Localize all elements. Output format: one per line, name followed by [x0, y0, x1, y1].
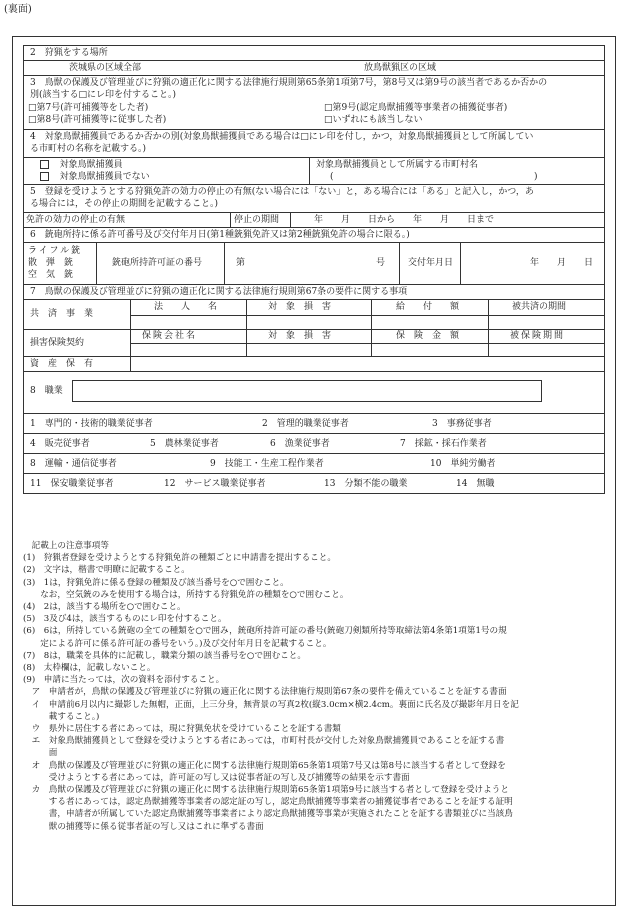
note-line: なお，空気銃のみを使用する場合は，所持する狩猟免許の種類を○で囲むこと。: [23, 589, 349, 600]
s6-permit-row: [24, 243, 604, 285]
note-line: エ 対象鳥獣捕獲員として登録を受けようとする者にあっては，市町村長が交付した対象鳥獣捕獲員であることを証する書: [23, 736, 505, 747]
s3-opt1[interactable]: □第7号(許可捕獲等をした者): [28, 103, 149, 113]
permit-number-label: 銃砲所持許可証の番号: [112, 258, 203, 268]
s2-right-place: 放鳥獣猟区の区域: [364, 63, 437, 73]
job-class-13[interactable]: 13 分類不能の職業: [324, 479, 408, 489]
job-class-row-4: [24, 474, 604, 494]
s5-suspension-row: [24, 213, 604, 228]
s4-title-row: [24, 130, 604, 158]
job-class-row-3: [24, 454, 604, 474]
s3-opt2[interactable]: □第9号(認定鳥獣捕獲等事業者の捕獲従事者): [324, 103, 508, 113]
form-table: [23, 45, 605, 494]
mutual-aid-damage: 対 象 損 害: [268, 302, 332, 312]
insurance-damage: 対 象 損 害: [268, 331, 332, 341]
s3-title-l1: 3 鳥獣の保護及び管理並びに狩猟の適正化に関する法律施行規則第65条第1項第7号，第8号又は第9号の該当者であるか否かの: [30, 78, 548, 88]
insurance-company: 保険会社名: [142, 331, 198, 341]
s7-insurance-row: [24, 330, 604, 357]
issue-date-label: 交付年月日: [408, 258, 454, 268]
note-line: する者にあっては，認定鳥獣捕獲等事業者の認定証の写し，認定鳥獣捕獲等事業者の捕獲従事者であることを証する証明: [23, 797, 513, 808]
job-class-7[interactable]: 7 採鉱・採石作業者: [400, 439, 487, 449]
s4-paren-open: (: [330, 172, 334, 182]
job-class-11[interactable]: 11 保安職業従事者: [30, 479, 114, 489]
job-class-2[interactable]: 2 管理的職業従事者: [262, 419, 349, 429]
job-class-3[interactable]: 3 事務従事者: [432, 419, 492, 429]
s8-title: 8 職業: [30, 386, 63, 396]
s5-title-l2: る場合には，その停止の期間を記載すること。): [30, 199, 219, 209]
note-line: (9) 申請に当たっては，次の資料を添付すること。: [23, 675, 225, 686]
note-line: (4) 2は，該当する場所を○で囲むこと。: [23, 602, 186, 613]
mutual-aid-benefit: 給 付 額: [396, 302, 460, 312]
s2-title-row: [24, 46, 604, 61]
note-line: 獣の捕獲等に係る従事者証の写し又はこれに準ずる書面: [23, 821, 264, 832]
s4-opt1[interactable]: 対象鳥獣捕獲員: [40, 160, 123, 171]
s6-title-row: [24, 228, 604, 243]
job-class-8[interactable]: 8 運輸・通信従事者: [30, 459, 117, 469]
s8-job-row: [24, 372, 604, 414]
job-input[interactable]: [72, 380, 542, 402]
s4-city-label: 対象鳥獣捕獲員として所属する市町村名: [316, 160, 479, 170]
note-line: 受けようとする者にあっては，許可証の写し又は従事者証の写し及び捕獲等の結果を示す書面: [23, 772, 410, 783]
s7-title: 7 鳥獣の保護及び管理並びに狩猟の適正化に関する法律施行規則第67条の要件に関する事項: [30, 287, 408, 297]
notes-heading: 記載上の注意事項等: [23, 541, 109, 551]
s4-paren-close: ): [534, 172, 538, 182]
gun-type-airgun[interactable]: 空 気 銃: [28, 270, 74, 280]
s7-mutual-aid-row: [24, 300, 604, 330]
s2-place-row: [24, 61, 604, 76]
job-class-4[interactable]: 4 販売従事者: [30, 439, 90, 449]
permit-go: 号: [376, 258, 386, 268]
mutual-aid-corp-name: 法 人 名: [154, 302, 218, 312]
job-class-12[interactable]: 12 サービス職業従事者: [164, 479, 266, 489]
note-line: オ 鳥獣の保護及び管理並びに狩猟の適正化に関する法律施行規則第65条第1項第7号又は第8号に該当する者として登録を: [23, 760, 506, 771]
note-line: 定による許可に係る許可証の番号をいう。)及び交付年月日を記載すること。: [23, 638, 332, 649]
job-class-row-1: [24, 414, 604, 434]
form-frame: [12, 36, 616, 906]
gun-type-rifle[interactable]: ライフル銃: [28, 246, 83, 256]
job-class-9[interactable]: 9 技能工・生産工程作業者: [210, 459, 324, 469]
s5-title-l1: 5 登録を受けようとする狩猟免許の効力の停止の有無(ない場合には「ない」と，ある場合には「ある」と記入し，かつ，あ: [30, 187, 534, 197]
s4-title-l1: 4 対象鳥獣捕獲員であるか否かの別(対象鳥獣捕獲員である場合は□にレ印を付し，かつ，対象鳥獣捕獲員として所属してい: [30, 132, 534, 142]
job-class-6[interactable]: 6 漁業従事者: [270, 439, 330, 449]
note-line: (7) 8は，職業を具体的に記載し，職業分類の該当番号を○で囲むこと。: [23, 650, 306, 661]
s3-title-l2: 別(該当する□にレ印を付すること。): [30, 90, 177, 100]
note-line: (5) 3及び4は，該当するものにレ印を付すること。: [23, 614, 227, 625]
notes-section: [23, 540, 605, 833]
insurance-label: 損害保険契約: [30, 338, 85, 348]
s3-opt4[interactable]: □いずれにも該当しない: [324, 115, 423, 125]
s7-title-row: [24, 285, 604, 300]
job-class-1[interactable]: 1 専門的・技術的職業従事者: [30, 419, 153, 429]
note-line: (1) 狩猟者登録を受けようとする狩猟免許の種類ごとに申請書を提出すること。: [23, 553, 336, 564]
assets-label: 資 産 保 有: [30, 359, 94, 369]
s3-opt3[interactable]: □第8号(許可捕獲等に従事した者): [28, 115, 167, 125]
mutual-aid-period: 被共済の期間: [512, 302, 567, 312]
s5-title-row: [24, 185, 604, 213]
note-line: イ 申請前6月以内に撮影した無帽，正面，上三分身，無背景の写真2枚(縦3.0cm×横2.4cm。裏面に氏名及び撮影年月日を記: [23, 699, 519, 710]
job-class-10[interactable]: 10 単純労働者: [430, 459, 496, 469]
insurance-period: 被保険期間: [510, 331, 566, 341]
s4-opt2[interactable]: 対象鳥獣捕獲員でない: [40, 172, 150, 183]
note-line: 面: [23, 748, 58, 759]
note-line: ア 申請者が，鳥獣の保護及び管理並びに狩猟の適正化に関する法律施行規則第67条の要件を備えていることを証する書面: [23, 687, 507, 698]
note-line: (6) 6は，所持している銃砲の全ての種類を○で囲み，銃砲所持許可証の番号(銃砲刀剣類所持等取締法第4条第1項第1号の規: [23, 626, 507, 637]
s6-title: 6 銃砲所持に係る許可番号及び交付年月日(第1種銃猟免許又は第2種銃猟免許の場合に限る。): [30, 230, 410, 240]
gun-type-shotgun[interactable]: 散 弾 銃: [28, 258, 74, 268]
note-line: 書，申請者が所属していた認定鳥獣捕獲等事業者により認定鳥獣捕獲等事業が実施されたことを証する書類並びに当該鳥: [23, 809, 513, 820]
s2-title: 2 狩猟をする場所: [30, 48, 108, 58]
s4-options-row: [24, 158, 604, 185]
job-class-5[interactable]: 5 農林業従事者: [150, 439, 219, 449]
job-class-14[interactable]: 14 無職: [456, 479, 495, 489]
permit-dai: 第: [236, 258, 246, 268]
s2-left-place: 茨城県の区域全部: [69, 63, 142, 73]
note-line: (3) 1は，狩猟免許に係る登録の種類及び該当番号を○で囲むこと。: [23, 577, 289, 588]
checkbox-icon[interactable]: [40, 172, 49, 181]
checkbox-icon[interactable]: [40, 160, 49, 169]
note-line: カ 鳥獣の保護及び管理並びに狩猟の適正化に関する法律施行規則第65条第1項第9号に該当する者として登録を受けようと: [23, 785, 509, 796]
page-side-label: (裏面): [4, 4, 32, 15]
note-line: (2) 文字は，楷書で明瞭に記載すること。: [23, 565, 190, 576]
job-class-row-2: [24, 434, 604, 454]
note-line: (8) 太枠欄は，記載しないこと。: [23, 663, 156, 674]
s7-assets-row: [24, 357, 604, 372]
note-line: 載すること。): [23, 711, 100, 722]
issue-date-value: 年 月 日: [530, 258, 594, 268]
insurance-amount: 保 険 金 額: [396, 331, 460, 341]
s5-has-suspension-label: 免許の効力の停止の有無: [26, 215, 126, 225]
s5-period-dates: 年 月 日から 年 月 日まで: [314, 215, 495, 225]
s5-period-label: 停止の期間: [234, 215, 280, 225]
s4-title-l2: る市町村の名称を記載する。): [30, 144, 147, 154]
mutual-aid-label: 共 済 事 業: [30, 309, 94, 319]
note-line: ウ 県外に居住する者にあっては，現に狩猟免状を受けていることを証する書類: [23, 724, 341, 735]
s3-block: [24, 76, 604, 130]
